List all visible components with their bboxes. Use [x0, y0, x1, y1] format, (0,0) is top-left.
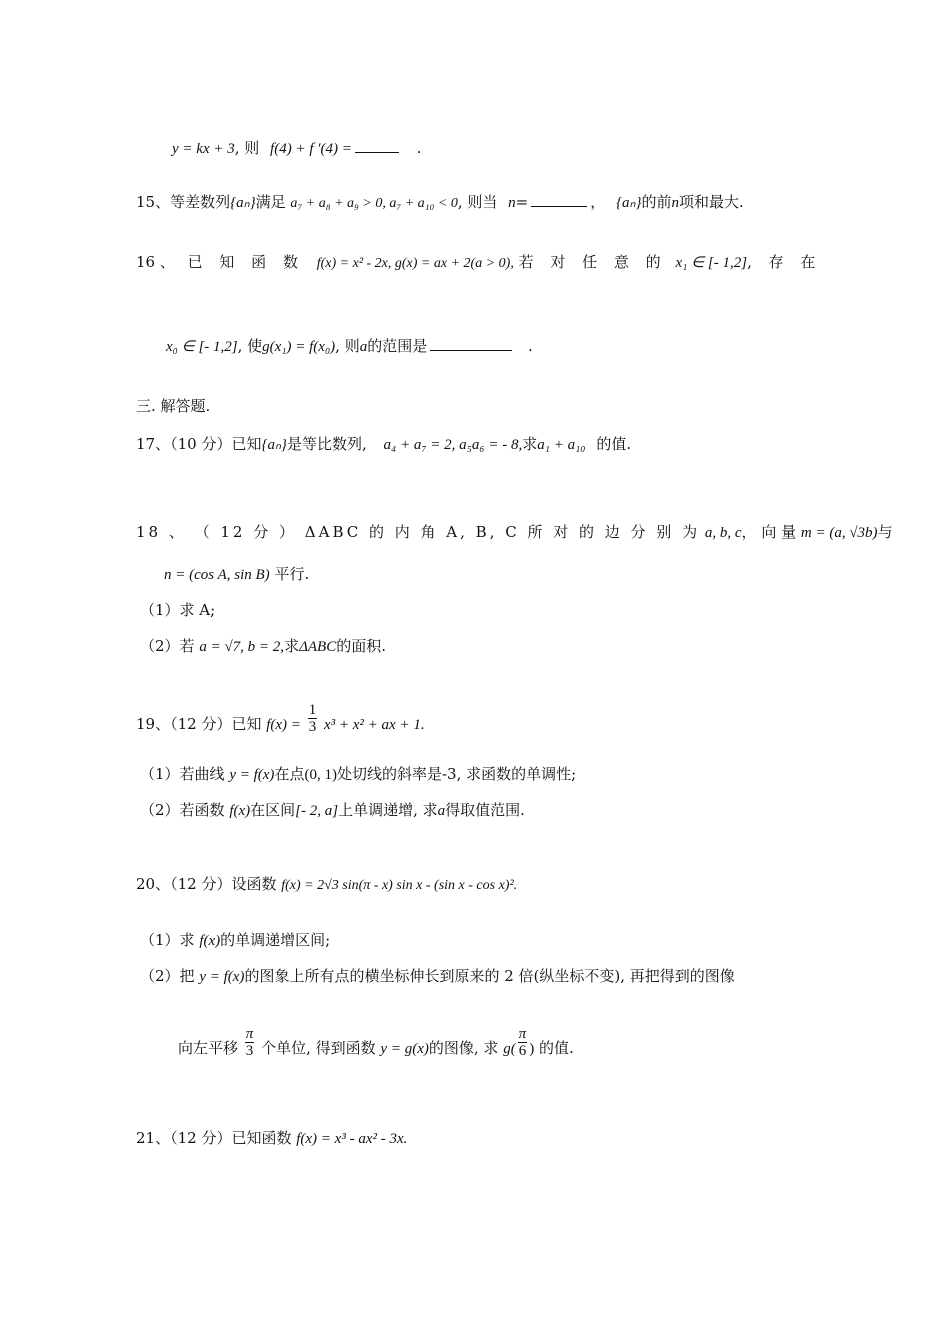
- q15-text4: =: [515, 193, 529, 211]
- q15-seq2: {aₙ}: [616, 195, 642, 211]
- q15-answer-blank: [531, 206, 587, 207]
- q19-p2-text4: 得取值范围.: [445, 801, 525, 819]
- q20-p2-text1: （2）把: [140, 967, 195, 985]
- q21-num: 21、: [136, 1129, 171, 1147]
- q16-line1: [136, 252, 821, 274]
- q18-p2-text2: 求: [284, 637, 300, 655]
- q20-p2-eq: y = f(x): [199, 969, 245, 985]
- q19-p2-f: f(x): [229, 803, 251, 819]
- q19-p1-text1: （1）若曲线: [140, 765, 225, 783]
- q15: [136, 192, 744, 214]
- q17-text1: 是等比数列,: [286, 435, 367, 453]
- q15-seq: {aₙ}: [230, 195, 256, 211]
- q18-vector-n: n = (cos A, sin B): [164, 567, 270, 583]
- q19-p2-text1: （2）若函数: [140, 801, 225, 819]
- q20-p2-text2: 的图象上所有点的横坐标伸长到原来的 2 倍(纵坐标不变), 再把得到的图像: [244, 967, 735, 985]
- q20-line1: [136, 874, 517, 896]
- q14-then: , 则: [234, 139, 260, 157]
- q19-part1: [140, 764, 576, 785]
- q19-frac-den: 3: [308, 718, 317, 735]
- q20-frac2-num: π: [518, 1025, 527, 1042]
- q19-p2-text2: 在区间: [250, 801, 296, 819]
- q20-frac1-num: π: [245, 1025, 254, 1042]
- q19-p1-curve: y = f(x): [229, 767, 275, 783]
- q15-text2: 满足: [255, 193, 286, 211]
- q15-cond: a₇ + a₈ + a₉ > 0, a₇ + a₁₀ < 0: [290, 196, 458, 211]
- q19-p2-interval: [- 2, a]: [295, 803, 339, 819]
- q16-text1: 已 知 函 数: [187, 253, 304, 271]
- q16-a: a: [359, 339, 368, 355]
- q17-score: （10 分）已知: [170, 435, 262, 453]
- q16-num: 16 、: [136, 253, 175, 271]
- q16-text3: , 存 在: [747, 253, 822, 271]
- q18-p2-text1: （2）若: [140, 637, 195, 655]
- q20-part2-line1: [140, 966, 735, 987]
- section-heading: 三. 解答题.: [136, 397, 211, 415]
- q18-text1: ， 向 量: [741, 523, 797, 541]
- q19-frac-num: 1: [308, 701, 317, 718]
- q18-line1: [136, 522, 893, 543]
- q14-expr2: f(4) + f ′(4) =: [270, 141, 352, 157]
- q14-expr: y = kx + 3: [172, 141, 235, 157]
- q16-end: .: [528, 337, 533, 355]
- q17-text2: 求: [522, 435, 538, 453]
- q20-frac-pi-6: [518, 1026, 528, 1059]
- q15-num: 15、: [136, 193, 171, 211]
- q17-seq: {aₙ}: [261, 437, 287, 453]
- q16-line2: [166, 336, 533, 357]
- q20-p2-text4: 个单位, 得到函数: [261, 1039, 376, 1057]
- q16-text5: , 则: [335, 337, 360, 355]
- q21-func: f(x) = x³ - ax² - 3x.: [296, 1131, 408, 1147]
- q20-score: （12 分）设函数: [170, 875, 277, 893]
- q19-p1-point: (0, 1): [304, 767, 337, 783]
- q20-num: 20、: [136, 875, 171, 893]
- q19-num: 19、: [136, 715, 171, 733]
- q18-text3: 平行.: [269, 565, 310, 583]
- q16-text6: 的范围是: [367, 337, 428, 355]
- q14-end: .: [416, 139, 422, 157]
- q20-p2-text6: 的值.: [538, 1039, 574, 1057]
- q18-p2-cond: a = √7, b = 2,: [199, 639, 285, 655]
- q20-p1-text2: 的单调递增区间;: [220, 931, 331, 949]
- q20-frac2-den: 6: [518, 1042, 527, 1059]
- q20-p2-text5: 的图像, 求: [428, 1039, 499, 1057]
- q16-text2: 若 对 任 意 的: [518, 253, 667, 271]
- q18-part2: [140, 636, 386, 657]
- q17-text3: 的值.: [596, 435, 632, 453]
- q19-line1: [136, 701, 425, 735]
- q15-text7: 项和最大.: [679, 193, 744, 211]
- q21: [136, 1128, 407, 1149]
- q20-part2-line2: [178, 1025, 574, 1059]
- q16-x1: x₁ ∈ [- 1,2]: [675, 255, 748, 271]
- q20-part1: [140, 930, 330, 951]
- q19-part2: [140, 800, 525, 821]
- q19-p2-var: a: [437, 803, 446, 819]
- q16-eq: g(x₁) = f(x₀): [262, 339, 336, 355]
- q18-p2-tri: ΔABC: [299, 639, 337, 655]
- q15-n2: n: [671, 195, 680, 211]
- q20-p1-f: f(x): [199, 933, 221, 949]
- q17-target: a₁ + a₁₀: [537, 437, 586, 453]
- q20-func: f(x) = 2√3 sin(π - x) sin x - (sin x - cos x)².: [281, 878, 518, 893]
- q20-p1-text1: （1）求: [140, 931, 195, 949]
- q18-vector-m: m = (a, √3b): [800, 525, 878, 541]
- q15-text3: , 则当: [457, 193, 498, 211]
- q19-p1-text3: 处切线的斜率是-3, 求函数的单调性;: [336, 765, 577, 783]
- q19-f-lhs: f(x) =: [266, 717, 301, 733]
- q21-score: （12 分）已知函数: [170, 1129, 292, 1147]
- q19-p1-text2: 在点: [274, 765, 305, 783]
- q20-p2-g2: g(: [503, 1041, 516, 1057]
- q15-text6: 的前: [641, 193, 672, 211]
- q18-part1: （1）求 A;: [140, 601, 216, 619]
- q15-n: n: [508, 195, 516, 211]
- q19-f-rhs: x³ + x² + ax + 1.: [323, 717, 425, 733]
- q20-frac1-den: 3: [245, 1042, 254, 1059]
- q15-text1: 等差数列: [170, 193, 231, 211]
- q18-stem: 18 、 （ 12 分 ） ΔABC 的 内 角 A, B, C 所 对 的 边 分 别 为: [136, 523, 701, 541]
- q14-tail: [172, 138, 421, 159]
- q16-x0: x₀ ∈ [- 1,2]: [166, 339, 238, 355]
- q18-abc: a, b, c: [704, 525, 742, 541]
- q20-p2-g: y = g(x): [380, 1041, 429, 1057]
- q15-text5: ，: [590, 193, 606, 211]
- q18-line2: [164, 564, 309, 585]
- q20-p2-text3: 向左平移: [178, 1039, 239, 1057]
- q14-answer-blank: [355, 152, 399, 153]
- q20-p2-close: ): [529, 1041, 535, 1057]
- q16-funcs: f(x) = x² - 2x, g(x) = ax + 2(a > 0),: [316, 256, 514, 271]
- q16-answer-blank: [430, 350, 512, 351]
- q20-frac-pi-3: [245, 1026, 255, 1059]
- q18-text2: 与: [877, 523, 893, 541]
- q18-p2-text3: 的面积.: [336, 637, 386, 655]
- q17-num: 17、: [136, 435, 171, 453]
- q19-score: （12 分）已知: [170, 715, 262, 733]
- q19-fraction: [308, 702, 318, 735]
- q17-cond: a₄ + a₇ = 2, a₅a₆ = - 8,: [383, 437, 523, 453]
- q19-p2-text3: 上单调递增, 求: [338, 801, 438, 819]
- q16-text4: , 使: [237, 337, 263, 355]
- q17: [136, 434, 631, 455]
